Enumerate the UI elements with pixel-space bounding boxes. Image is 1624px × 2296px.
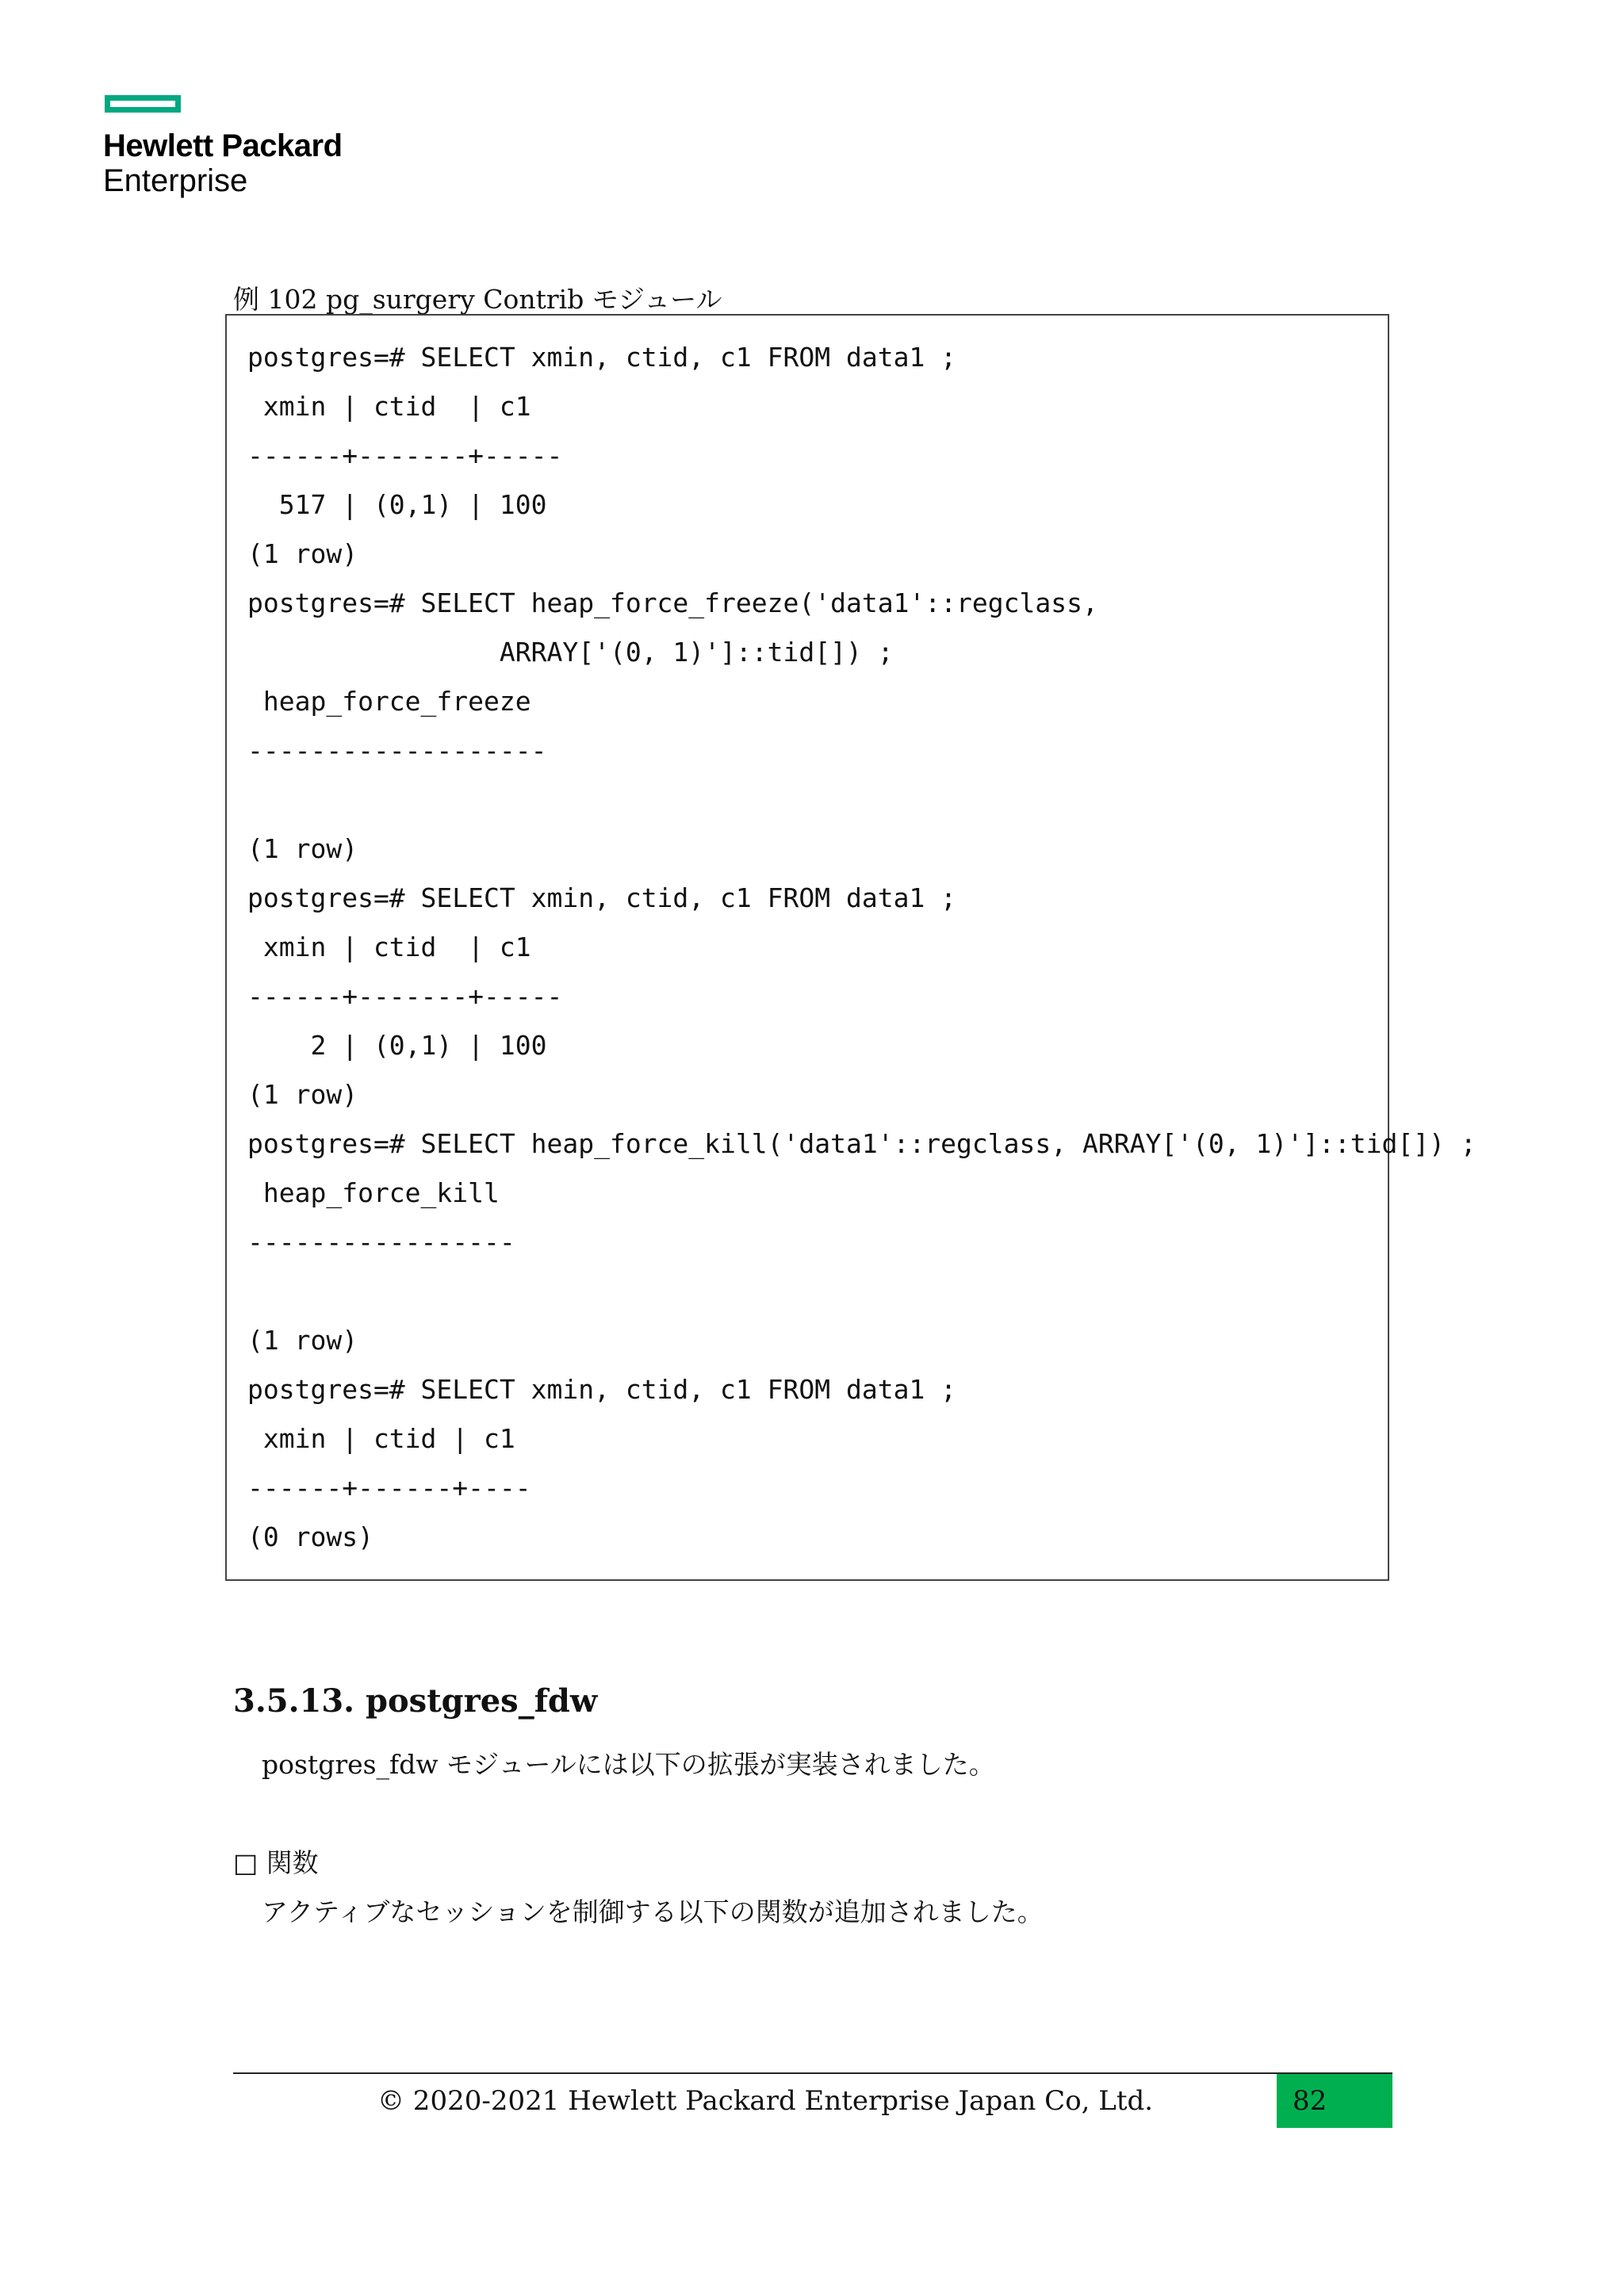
footer-divider [233,2072,1392,2074]
code-block [225,314,1477,1581]
code-line: ----------------- [247,1226,515,1257]
code-line: xmin | ctid | c1 [247,1423,515,1454]
section-intro: postgres_fdw モジュールには以下の拡張が実装されました。 [262,1749,995,1780]
code-line: postgres=# SELECT heap_force_freeze('data1'::regclass, [247,587,1098,618]
code-line: (1 row) [247,1325,358,1356]
logo-text-line1: Hewlett Packard [103,128,343,163]
hpe-logo-bar-icon [105,95,181,113]
code-line: (1 row) [247,1079,358,1110]
code-line: xmin | ctid | c1 [247,932,531,962]
code-line: ------+------+---- [247,1472,531,1503]
code-line: ------+-------+----- [247,440,563,471]
code-line: postgres=# SELECT xmin, ctid, c1 FROM data1 ; [247,342,957,373]
code-line: (0 rows) [247,1521,373,1552]
footer-copyright: © 2020-2021 Hewlett Packard Enterprise Japan Co, Ltd. [377,2085,1154,2117]
code-line: (1 row) [247,538,358,569]
code-line [247,1267,1477,1316]
example-caption: 例 102 pg_surgery Contrib モジュール [233,284,722,315]
code-line: ARRAY['(0, 1)']::tid[]) ; [247,637,894,668]
code-line: postgres=# SELECT xmin, ctid, c1 FROM data1 ; [247,882,957,913]
page-number: 82 [1277,2074,1392,2128]
section-body: アクティブなセッションを制御する以下の関数が追加されました。 [262,1896,1044,1927]
code-line: (1 row) [247,833,358,864]
code-line: postgres=# SELECT xmin, ctid, c1 FROM data1 ; [247,1374,957,1405]
section-heading: 3.5.13. postgres_fdw [233,1682,598,1720]
code-line: heap_force_kill [247,1177,500,1208]
code-lines [247,333,1477,1562]
hpe-logo [103,94,357,212]
code-line: postgres=# SELECT heap_force_kill('data1'::regclass, ARRAY['(0, 1)']::tid[]) ; [247,1128,1477,1159]
code-line: 517 | (0,1) | 100 [247,489,547,520]
code-line: ------------------- [247,735,547,766]
logo-text-line2: Enterprise [103,163,248,198]
code-line: heap_force_freeze [247,686,531,717]
bullet-functions: □ 関数 [233,1847,319,1878]
code-line: ------+-------+----- [247,981,563,1012]
code-line: xmin | ctid | c1 [247,391,531,422]
code-line: 2 | (0,1) | 100 [247,1030,547,1061]
code-line [247,775,1477,825]
